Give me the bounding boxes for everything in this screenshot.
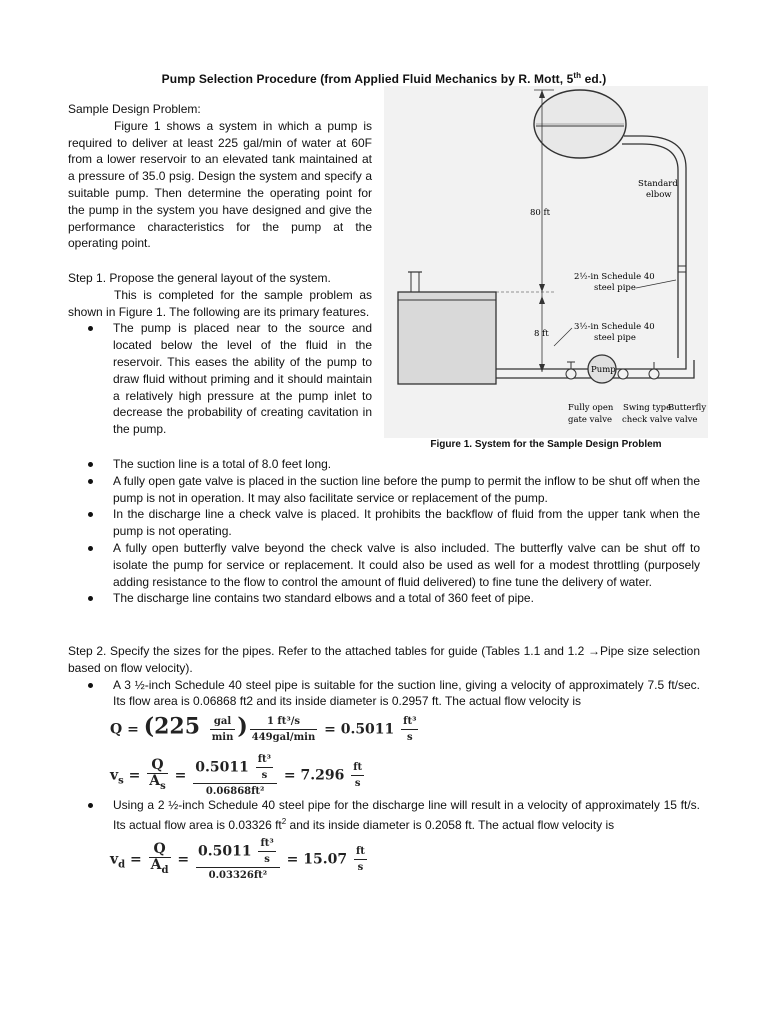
equation-discharge-velocity xyxy=(110,836,369,883)
eq-vd-num-wrap xyxy=(196,836,280,868)
eq-vd-main-frac xyxy=(196,836,280,883)
step2-heading: Step 2. Specify the sizes for the pipes. Refer to the attached tables for guide (Tables 1.1 and 1.2 →Pipe size selection based on flow velocity). xyxy=(68,644,700,675)
step1-section xyxy=(68,270,372,438)
bullet-text: A 3 ½-inch Schedule 40 steel pipe is suitable for the suction line, giving a velocity of approximately 7.5 ft/sec. Its flow area is 0.06868 ft2 and its inside diameter is 0.2957 ft. The actual flow velocity is xyxy=(113,677,700,709)
eq-vs-num-unit-num: ft³ xyxy=(256,752,273,768)
eq-q-gal: gal xyxy=(210,714,236,730)
gate-valve-icon xyxy=(566,369,576,379)
label-suction-pipe-2: steel pipe xyxy=(594,333,636,343)
bullet-superscript: 2 xyxy=(281,816,287,826)
bullet-text: The suction line is a total of 8.0 feet long. xyxy=(113,457,332,471)
eq-vs-result: = 7.296 xyxy=(279,767,350,784)
eq-vs-eq1: = xyxy=(123,767,146,784)
step1-bullets-continued xyxy=(68,456,700,607)
figure-caption: Figure 1. System for the Sample Design Problem xyxy=(430,439,662,450)
bullet-text-a: Using a 2 ½-inch Schedule 40 steel pipe for the discharge line will result in a velocity of approximately 15 ft/s. Its actual flow area is 0.03326 ft xyxy=(113,798,700,832)
title-end: ed.) xyxy=(581,72,607,86)
eq-q-open: (225 xyxy=(143,713,208,740)
bullet-icon xyxy=(88,803,93,808)
step1-bullet-list xyxy=(68,320,372,438)
eq-vs-num-unit xyxy=(256,752,273,783)
eq-q-gal-frac xyxy=(210,714,236,745)
bullet-text: The discharge line contains two standard elbows and a total of 360 feet of pipe. xyxy=(113,591,534,606)
eq-vd-a: A xyxy=(150,856,162,873)
list-item xyxy=(68,590,700,607)
eq-vs-num-wrap xyxy=(193,752,277,784)
eq-vs-unit-den: s xyxy=(354,778,361,789)
step1-bullet-list-2 xyxy=(68,456,700,607)
list-item xyxy=(68,320,372,438)
label-pump: Pump xyxy=(591,365,616,375)
equation-flow-rate xyxy=(110,714,420,745)
eq-q-unit-num: ft³ xyxy=(403,716,417,727)
figure-1-diagram xyxy=(384,86,708,438)
eq-vs-eq2: = xyxy=(169,767,192,784)
eq-vd-unit-den: s xyxy=(357,862,364,873)
label-8-ft: 8 ft xyxy=(534,329,549,339)
eq-vd-sub: d xyxy=(118,859,126,871)
eq-vd-unit-num: ft xyxy=(354,844,367,860)
bullet-icon xyxy=(88,546,93,551)
bullet-icon xyxy=(88,596,93,601)
eq-vd-qa-frac xyxy=(149,842,171,878)
label-discharge-pipe-2: steel pipe xyxy=(594,283,636,293)
pump-system-drawing xyxy=(384,86,708,438)
label-discharge-pipe-1: 2½-in Schedule 40 xyxy=(574,272,655,282)
eq-vs-sub: s xyxy=(118,775,124,787)
eq-vd-q: Q xyxy=(149,842,171,858)
list-item xyxy=(68,473,700,507)
lower-reservoir-shape xyxy=(398,292,496,384)
bullet-text: The pump is placed near to the source and located below the level of the fluid in the reservoir. This eases the ability of the pump to draw fluid without priming and it should maintain a relatively high pressure at the pump inlet to decrease the probability of creating cavitation in the pump. xyxy=(113,321,372,437)
eq-vd-eq1: = xyxy=(125,851,147,868)
butterfly-valve-icon xyxy=(649,369,659,379)
intro-section xyxy=(68,101,372,252)
eq-vs-a: A xyxy=(149,772,161,789)
list-item xyxy=(68,677,700,711)
eq-q-lhs: Q = xyxy=(110,721,144,738)
label-suction-pipe-1: 3½-in Schedule 40 xyxy=(574,322,655,332)
label-check-valve: check valve xyxy=(622,415,673,425)
eq-vs-a-wrap xyxy=(147,774,168,794)
label-gate-valve: gate valve xyxy=(568,415,613,425)
page-title xyxy=(0,68,768,88)
equation-suction-velocity xyxy=(110,752,366,799)
eq-q-conv-den: 449gal/min xyxy=(251,732,316,743)
label-fully-open: Fully open xyxy=(568,403,614,413)
bullet-icon xyxy=(88,479,93,484)
eq-q-min: min xyxy=(211,732,234,743)
list-item xyxy=(68,506,700,540)
eq-vd-eq2: = xyxy=(172,851,194,868)
label-80-ft: 80 ft xyxy=(530,208,551,218)
label-butterfly: Butterfly xyxy=(668,403,707,413)
bullet-text-b: and its inside diameter is 0.2058 ft. The actual flow velocity is xyxy=(286,817,615,832)
list-item xyxy=(68,540,700,590)
eq-vs-qa-frac xyxy=(147,758,168,794)
step1-heading: Step 1. Propose the general layout of the system. xyxy=(68,271,331,285)
eq-vs-lhs: v xyxy=(110,767,119,784)
eq-q-conv-frac xyxy=(250,714,317,745)
eq-vd-num-unit-den: s xyxy=(264,854,270,865)
eq-vd-num-unit-num: ft³ xyxy=(258,836,275,852)
eq-vs-main-frac xyxy=(193,752,277,799)
eq-vd-num: 0.5011 xyxy=(197,843,252,860)
eq-q-unit-den: s xyxy=(401,729,418,745)
label-valve: valve xyxy=(675,415,698,425)
step2-bullet-list xyxy=(68,677,700,711)
eq-vd-den: 0.03326ft² xyxy=(208,870,268,881)
label-swing-type: Swing type xyxy=(623,403,672,413)
bullet-icon xyxy=(88,462,93,467)
eq-vd-unit-frac xyxy=(354,844,367,875)
eq-vd-a-wrap xyxy=(149,858,171,878)
intro-heading: Sample Design Problem: xyxy=(68,102,201,116)
bullet-icon xyxy=(88,683,93,688)
list-item xyxy=(68,797,700,834)
bullet-text: In the discharge line a check valve is placed. It prohibits the backflow of fluid from the upper tank when the pump is not operating. xyxy=(113,507,700,539)
eq-vs-unit-frac xyxy=(351,760,364,791)
intro-paragraph: Figure 1 shows a system in which a pump is required to deliver at least 225 gal/min of water at 60F from a lower reservoir to an elevated tank maintained at a pressure of 35.0 psig. Design the system and specify a suitable pump. Then determine the operating point for the pump in the system you have designed and give the performance characteristics for the pump at the operating point. xyxy=(68,118,372,251)
eq-q-close: ) xyxy=(237,713,248,740)
step2-bullets-continued xyxy=(68,797,700,834)
step2-section xyxy=(68,643,700,710)
eq-q-unit-frac xyxy=(401,714,418,745)
title-superscript: th xyxy=(573,71,582,80)
eq-vs-asub: s xyxy=(160,780,166,792)
list-item xyxy=(68,456,700,473)
bullet-text: A fully open gate valve is placed in the suction line before the pump to permit the inflow to be shut off when the pump is not in operation. It may also facilitate service or replacement of the pump. xyxy=(113,473,700,505)
bullet-icon xyxy=(88,326,93,331)
label-elbow: elbow xyxy=(646,190,672,200)
step2-bullet-list-2 xyxy=(68,797,700,834)
label-standard: Standard xyxy=(638,179,678,189)
eq-vd-result: = 15.07 xyxy=(281,851,352,868)
bullet-icon xyxy=(88,512,93,517)
eq-q-result: = 0.5011 xyxy=(319,721,400,738)
bullet-text: A fully open butterfly valve beyond the check valve is also included. The butterfly valve can be shut off to isolate the pump for service or replacement. It could also be used as well for a modest throttling (purposely adding resistance to the flow to control the amount of fluid delivered) to fine tune the delivery of water. xyxy=(113,540,700,589)
eq-vd-lhs: v xyxy=(110,851,119,868)
step1-paragraph: This is completed for the sample problem as shown in Figure 1. The following are its primary features. xyxy=(68,287,372,319)
eq-vd-num-unit xyxy=(258,836,275,867)
eq-vd-asub: d xyxy=(161,864,169,876)
title-text: Pump Selection Procedure (from Applied Fluid Mechanics by R. Mott, 5 xyxy=(161,72,574,86)
eq-q-conv-num: 1 ft³/s xyxy=(250,714,317,730)
eq-vs-den: 0.06868ft² xyxy=(205,786,265,797)
eq-vs-num-unit-den: s xyxy=(261,770,268,781)
eq-vs-unit-num: ft xyxy=(351,760,364,776)
check-valve-icon xyxy=(618,369,628,379)
eq-vs-num: 0.5011 xyxy=(195,759,249,776)
eq-vs-q: Q xyxy=(147,758,168,774)
